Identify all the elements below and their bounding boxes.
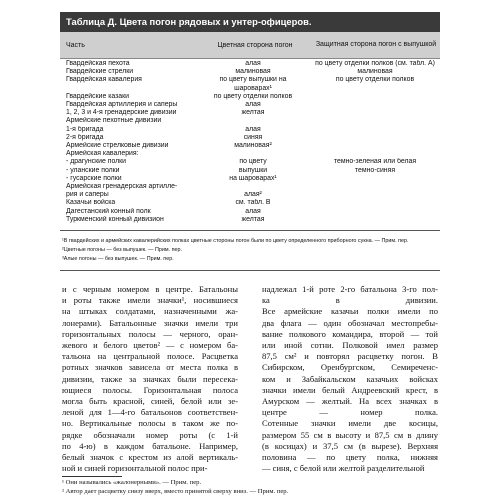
text-line: жевого и белого цветов² — с номером ба- [62,340,238,351]
table-row [60,158,440,166]
table-row [60,199,440,207]
table-cell: желтая [241,109,265,117]
table-cell [196,183,310,191]
text-line: (в косицах) и 37,5 см (в вырезе). Верхняя [262,440,438,451]
text-line: леной для 1—4-го батальонов соответствен- [62,407,238,418]
text-line: по 4-ю) в каждом батальоне. Например, [62,440,238,451]
table-row [60,76,440,84]
table-column-headers [60,32,440,59]
table-cell: см. табл. В [235,199,271,207]
table-row [60,183,440,191]
table-cell: алая [245,207,261,215]
table-cell: по цвету отделки полков [335,76,415,84]
text-line: на штыках солдатами, назначенными жа- [62,306,238,317]
text-line: ком и Забайкальском казачьих войсках [262,373,438,384]
table-cell: 2-я бригада [66,133,104,141]
text-line: — синя, с белой или желтой разделительной [262,463,425,474]
table-cell: темно-синяя [354,166,396,174]
text-line: надлежал 1-й роте 2-го батальона 3-го пол- [262,284,438,294]
table-row [60,60,440,68]
table-cell [196,117,310,125]
table-cell [310,126,440,134]
table-cell: Армейская кавалерия: [66,150,139,158]
table-cell: по цвету выпушки на [219,76,287,84]
table-cell: Гвардейская артиллерия и саперы [66,101,178,109]
table-row [60,167,440,175]
table-row [60,85,440,93]
table-row [60,191,440,199]
column-header-unit: Часть [66,41,85,49]
table-cell [196,150,310,158]
table-cell: Гвардейская кавалерия [66,76,142,84]
footnote: ¹ Они назывались «жалонерными». — Прим. пер. [62,479,202,486]
table-cell: 1, 2, 3 и 4-я гренадерские дивизии [66,109,177,117]
text-line: и с черным номером в центре. Батальоны [62,284,238,294]
table-cell [310,183,440,191]
table-row [60,175,440,183]
footnotes [62,478,442,496]
table-cell [310,150,440,158]
table-cell: темно-зеленая или белая [333,158,417,166]
table-cell: Армейские стрелковые дивизии [66,142,169,150]
column-header-colored-side: Цветная сторона погон [217,41,293,49]
table-cell [310,134,440,142]
table-cell: малиновая [235,68,271,76]
text-line: горизонтальных полосы — черного, оран- [62,328,238,339]
table-cell [310,175,440,183]
table-cell: желтая [241,215,265,223]
text-line: белый значок с крестом из алой вертикаль- [62,452,238,463]
table-cell [310,109,440,117]
table-cell [310,85,440,93]
column-header-protective-side: Защитная сторона погон с выпушкой [315,40,437,48]
table-bottom-rule [60,230,440,231]
table-cell [310,101,440,109]
table-notes [62,237,438,265]
text-line: вание полкового командира, второй — той [262,328,438,339]
text-line: ющиеся полосы. Горизонтальная полоса [62,384,238,395]
table-row [60,216,440,224]
table-cell: малиновая² [234,142,272,150]
table-cell: Туркменский конный дивизион [66,215,164,223]
table-body [60,60,440,224]
table-row [60,93,440,101]
footnote: ² Автор дает расцветку снизу вверх, вместо принятой сверху вниз. — Прим. пер. [62,488,289,495]
table-cell [310,216,440,224]
table-cell [310,199,440,207]
table-cell: синяя [243,133,263,141]
text-line: ротных значков зависела от места полка в [62,362,238,373]
body-text-left-column [62,284,238,474]
table-cell: 1-я бригада [66,125,104,133]
table-cell: по цвету отделки полков (см. табл. А) [315,60,435,67]
table-row [60,150,440,158]
table-cell: алая [245,101,261,109]
text-line: Все армейские казачьи полки имели по [262,306,438,317]
text-line: и роты также имели значки¹, носившиеся [62,295,238,306]
table-cell [60,85,196,93]
text-line: центре — номер полка. [262,407,438,418]
table-cell: по цвету [239,158,267,166]
table-cell: - уланские полки [66,166,120,174]
table-cell [310,142,440,150]
table-cell: - гусарские полки [66,174,122,182]
table-notes-rule [60,270,440,271]
table-note: ¹В гвардейских и армейских кавалерийских полках цветные стороны погон были по цвету определенного приборного сукна. — Прим. пер. [62,238,409,244]
table-cell: Казачьи войска [66,199,116,207]
table-cell: по цвету отделки полков [213,92,293,100]
table-cell: малиновая [357,68,393,76]
body-text-right-column [262,284,438,474]
text-line: два флага — один обозначал местопребы- [262,317,438,328]
text-line: значки имели белый Андреевский крест, в [262,384,438,395]
table-row [60,101,440,109]
table-cell: на шароварах¹ [229,174,277,182]
table-row [60,208,440,216]
table-row [60,117,440,125]
table-cell: Гвардейские стрелки [66,68,134,76]
table-cell: Гвардейские казаки [66,92,129,100]
table-cell: алая² [244,191,262,199]
table-row [60,134,440,142]
table-cell: рия и саперы [66,191,109,199]
text-line: или иной сотни. Полковой имел размер [262,340,438,351]
text-line: ной и синей горизонтальной полос при- [62,463,208,474]
table-row [60,126,440,134]
table-row [60,109,440,117]
table-note: ³Алые погоны — без выпушек. — Прим. пер. [62,256,174,263]
text-line: лонерами). Батальонные значки имели три [62,317,238,328]
table-cell: алая [245,125,261,133]
table-cell [310,117,440,125]
table-cell: шароварах¹ [234,84,272,92]
table-cell [310,191,440,199]
text-line: размером 55 см в высоту и 87,5 см в длину [262,429,438,440]
text-line: 87,5 см² и повторял расцветку погон. В [262,351,438,362]
footnote-rule [62,476,122,477]
table-cell: алая [245,60,261,67]
text-line: Сибирском, Оренбургском, Семиреченс- [262,362,438,373]
text-line: Амурском — желтый. На всех значках в [262,396,438,407]
text-line: Сотенные значки имели две косицы, [262,418,438,429]
table-row [60,68,440,76]
table-cell: выпушки [238,166,268,174]
table-cell [310,208,440,216]
text-line: половина — по цвету полка, нижняя [262,452,438,463]
text-line: но. Вертикальные полосы в таком же по- [62,418,238,429]
table-cell: Армейские пехотные дивизии [66,117,162,125]
table-cell [310,93,440,101]
text-line: могла быть красной, синей, белой или зе- [62,396,238,407]
table-cell: Гвардейская пехота [66,60,130,67]
table-cell: Дагестанский конный полк [66,207,151,215]
text-line: дивизии, также за значках были пересека- [62,373,238,384]
table-row [60,142,440,150]
text-line: тальона на центральной полосе. Расцветка [62,351,238,362]
text-line: рядке обозначали номер роты (с 1-й [62,429,238,440]
table-note: ²Цветные погоны — без выпушек. — Прим. пер. [62,247,183,254]
table-title: Таблица Д. Цвета погон рядовых и унтер-офицеров. [60,12,440,32]
table-cell: - драгунские полки [66,158,127,166]
text-line: ка в дивизии. [262,295,438,306]
table-cell: Армейская гренадерская артилле- [66,183,178,191]
